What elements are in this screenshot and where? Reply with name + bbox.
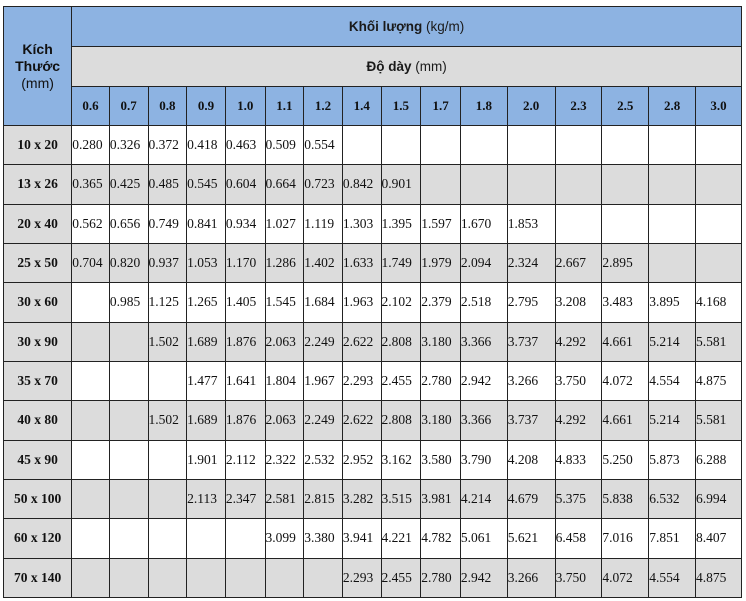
thickness-col-header: 0.8 <box>148 87 187 126</box>
value-cell: 1.979 <box>421 243 461 282</box>
value-cell: 3.580 <box>421 440 461 479</box>
value-cell <box>187 558 226 597</box>
value-cell: 1.119 <box>304 204 343 243</box>
size-cell: 45 x 90 <box>4 440 72 479</box>
value-cell <box>555 126 602 165</box>
value-cell <box>187 519 226 558</box>
value-cell <box>602 204 649 243</box>
table-row <box>4 283 742 322</box>
value-cell: 1.502 <box>148 322 187 361</box>
thickness-col-header: 1.5 <box>381 87 421 126</box>
table-row <box>4 126 742 165</box>
value-cell: 4.072 <box>602 361 649 400</box>
value-cell <box>696 126 742 165</box>
size-cell: 50 x 100 <box>4 479 72 518</box>
table-row <box>4 479 742 518</box>
value-cell: 0.418 <box>187 126 226 165</box>
value-cell: 0.820 <box>109 243 148 282</box>
value-cell <box>555 204 602 243</box>
value-cell: 2.113 <box>187 479 226 518</box>
value-cell: 3.895 <box>649 283 696 322</box>
value-cell: 0.485 <box>148 165 187 204</box>
thickness-col-header: 2.5 <box>602 87 649 126</box>
value-cell: 2.347 <box>225 479 265 518</box>
value-cell: 6.288 <box>696 440 742 479</box>
size-cell: 40 x 80 <box>4 401 72 440</box>
value-cell <box>342 126 381 165</box>
value-cell: 5.581 <box>696 401 742 440</box>
value-cell <box>109 322 148 361</box>
value-cell: 4.208 <box>507 440 555 479</box>
thickness-col-header: 2.0 <box>507 87 555 126</box>
value-cell: 4.072 <box>602 558 649 597</box>
value-cell: 0.554 <box>304 126 343 165</box>
value-cell: 4.833 <box>555 440 602 479</box>
size-cell: 25 x 50 <box>4 243 72 282</box>
value-cell <box>649 204 696 243</box>
thickness-col-header: 3.0 <box>696 87 742 126</box>
value-cell: 3.515 <box>381 479 421 518</box>
value-cell: 2.102 <box>381 283 421 322</box>
value-cell: 4.292 <box>555 401 602 440</box>
value-cell: 3.366 <box>460 322 507 361</box>
thickness-header-unit: (mm) <box>415 59 447 74</box>
value-cell: 0.937 <box>148 243 187 282</box>
value-cell: 4.782 <box>421 519 461 558</box>
size-header-line1: Kích <box>22 40 53 57</box>
thickness-header <box>72 47 742 87</box>
thickness-col-header: 1.1 <box>265 87 304 126</box>
size-cell: 35 x 70 <box>4 361 72 400</box>
value-cell <box>460 126 507 165</box>
value-cell: 1.670 <box>460 204 507 243</box>
value-cell: 2.455 <box>381 361 421 400</box>
value-cell <box>649 126 696 165</box>
size-cell: 13 x 26 <box>4 165 72 204</box>
value-cell: 2.094 <box>460 243 507 282</box>
value-cell: 2.455 <box>381 558 421 597</box>
value-cell: 5.214 <box>649 401 696 440</box>
value-cell <box>381 126 421 165</box>
value-cell <box>72 519 110 558</box>
thickness-col-header: 0.6 <box>72 87 110 126</box>
value-cell: 0.749 <box>148 204 187 243</box>
value-cell: 0.604 <box>225 165 265 204</box>
value-cell: 3.180 <box>421 322 461 361</box>
value-cell: 1.477 <box>187 361 226 400</box>
value-cell: 3.366 <box>460 401 507 440</box>
size-cell: 30 x 60 <box>4 283 72 322</box>
value-cell: 0.280 <box>72 126 110 165</box>
value-cell: 3.790 <box>460 440 507 479</box>
value-cell: 1.901 <box>187 440 226 479</box>
thickness-col-header: 1.8 <box>460 87 507 126</box>
value-cell: 1.641 <box>225 361 265 400</box>
table-row <box>4 243 742 282</box>
value-cell: 0.934 <box>225 204 265 243</box>
thickness-col-header: 1.4 <box>342 87 381 126</box>
value-cell: 4.221 <box>381 519 421 558</box>
thickness-col-header: 1.2 <box>304 87 343 126</box>
value-cell <box>109 440 148 479</box>
value-cell: 4.661 <box>602 401 649 440</box>
value-cell <box>304 558 343 597</box>
value-cell: 0.562 <box>72 204 110 243</box>
value-cell: 3.266 <box>507 361 555 400</box>
value-cell <box>148 479 187 518</box>
value-cell: 1.749 <box>381 243 421 282</box>
mass-header-unit: (kg/m) <box>426 19 465 34</box>
value-cell: 0.372 <box>148 126 187 165</box>
value-cell: 7.851 <box>649 519 696 558</box>
value-cell: 5.581 <box>696 322 742 361</box>
value-cell: 3.180 <box>421 401 461 440</box>
value-cell: 0.545 <box>187 165 226 204</box>
thickness-col-header: 2.8 <box>649 87 696 126</box>
value-cell <box>602 165 649 204</box>
value-cell <box>109 479 148 518</box>
value-cell: 2.780 <box>421 558 461 597</box>
value-cell: 2.249 <box>304 401 343 440</box>
value-cell: 2.895 <box>602 243 649 282</box>
value-cell: 2.808 <box>381 322 421 361</box>
value-cell: 0.842 <box>342 165 381 204</box>
value-cell: 1.876 <box>225 322 265 361</box>
value-cell <box>72 283 110 322</box>
value-cell <box>109 519 148 558</box>
thickness-col-header: 1.7 <box>421 87 461 126</box>
value-cell: 2.063 <box>265 322 304 361</box>
thickness-col-header: 2.3 <box>555 87 602 126</box>
value-cell: 6.532 <box>649 479 696 518</box>
value-cell <box>696 204 742 243</box>
value-cell: 3.380 <box>304 519 343 558</box>
value-cell: 3.750 <box>555 361 602 400</box>
value-cell <box>72 401 110 440</box>
value-cell: 1.689 <box>187 322 226 361</box>
value-cell <box>421 126 461 165</box>
value-cell: 1.545 <box>265 283 304 322</box>
value-cell: 1.963 <box>342 283 381 322</box>
value-cell <box>225 519 265 558</box>
value-cell: 3.981 <box>421 479 461 518</box>
value-cell <box>72 361 110 400</box>
table-row <box>4 361 742 400</box>
value-cell: 1.053 <box>187 243 226 282</box>
value-cell: 1.303 <box>342 204 381 243</box>
value-cell: 4.875 <box>696 558 742 597</box>
value-cell: 0.425 <box>109 165 148 204</box>
value-cell: 3.941 <box>342 519 381 558</box>
value-cell <box>421 165 461 204</box>
table-row <box>4 558 742 597</box>
value-cell <box>148 558 187 597</box>
value-cell: 1.967 <box>304 361 343 400</box>
value-cell: 1.170 <box>225 243 265 282</box>
size-cell: 60 x 120 <box>4 519 72 558</box>
value-cell: 5.375 <box>555 479 602 518</box>
value-cell <box>602 126 649 165</box>
value-cell: 2.293 <box>342 558 381 597</box>
size-cell: 20 x 40 <box>4 204 72 243</box>
value-cell: 1.027 <box>265 204 304 243</box>
value-cell: 2.622 <box>342 322 381 361</box>
size-cell: 70 x 140 <box>4 558 72 597</box>
value-cell <box>649 165 696 204</box>
value-cell: 1.853 <box>507 204 555 243</box>
value-cell <box>507 165 555 204</box>
value-cell: 6.994 <box>696 479 742 518</box>
value-cell: 2.808 <box>381 401 421 440</box>
value-cell: 2.942 <box>460 558 507 597</box>
value-cell: 1.395 <box>381 204 421 243</box>
size-header-line2: Thước <box>15 57 61 74</box>
value-cell <box>460 165 507 204</box>
value-cell: 2.293 <box>342 361 381 400</box>
value-cell: 1.633 <box>342 243 381 282</box>
thickness-col-header: 1.0 <box>225 87 265 126</box>
value-cell: 4.168 <box>696 283 742 322</box>
mass-header <box>72 7 742 47</box>
value-cell: 4.679 <box>507 479 555 518</box>
value-cell: 5.250 <box>602 440 649 479</box>
value-cell <box>148 440 187 479</box>
value-cell <box>109 361 148 400</box>
value-cell: 1.689 <box>187 401 226 440</box>
value-cell: 2.952 <box>342 440 381 479</box>
value-cell: 1.597 <box>421 204 461 243</box>
value-cell <box>72 322 110 361</box>
value-cell: 2.249 <box>304 322 343 361</box>
table-row <box>4 165 742 204</box>
value-cell: 0.509 <box>265 126 304 165</box>
value-cell: 0.985 <box>109 283 148 322</box>
value-cell: 1.804 <box>265 361 304 400</box>
value-cell <box>109 558 148 597</box>
table-row <box>4 519 742 558</box>
value-cell: 4.875 <box>696 361 742 400</box>
value-cell: 2.581 <box>265 479 304 518</box>
value-cell: 1.402 <box>304 243 343 282</box>
value-cell <box>265 558 304 597</box>
value-cell: 3.162 <box>381 440 421 479</box>
value-cell: 2.063 <box>265 401 304 440</box>
value-cell: 4.554 <box>649 361 696 400</box>
value-cell: 2.795 <box>507 283 555 322</box>
value-cell <box>72 479 110 518</box>
weight-table <box>3 6 742 598</box>
value-cell: 1.684 <box>304 283 343 322</box>
value-cell: 3.750 <box>555 558 602 597</box>
value-cell: 5.621 <box>507 519 555 558</box>
thickness-col-header: 0.9 <box>187 87 226 126</box>
value-cell: 2.518 <box>460 283 507 322</box>
value-cell: 7.016 <box>602 519 649 558</box>
value-cell: 2.622 <box>342 401 381 440</box>
value-cell: 2.322 <box>265 440 304 479</box>
value-cell: 0.901 <box>381 165 421 204</box>
value-cell: 2.112 <box>225 440 265 479</box>
value-cell <box>148 519 187 558</box>
value-cell <box>507 126 555 165</box>
value-cell: 3.266 <box>507 558 555 597</box>
value-cell: 0.463 <box>225 126 265 165</box>
table-row <box>4 440 742 479</box>
value-cell: 4.554 <box>649 558 696 597</box>
thickness-row <box>4 87 742 126</box>
value-cell <box>72 440 110 479</box>
value-cell: 2.324 <box>507 243 555 282</box>
table-body <box>4 126 742 598</box>
value-cell: 0.326 <box>109 126 148 165</box>
value-cell: 2.379 <box>421 283 461 322</box>
value-cell: 3.282 <box>342 479 381 518</box>
table-row <box>4 322 742 361</box>
value-cell: 2.815 <box>304 479 343 518</box>
value-cell: 3.483 <box>602 283 649 322</box>
value-cell: 5.838 <box>602 479 649 518</box>
value-cell <box>109 401 148 440</box>
value-cell: 5.873 <box>649 440 696 479</box>
value-cell: 0.704 <box>72 243 110 282</box>
table-row <box>4 401 742 440</box>
value-cell: 1.502 <box>148 401 187 440</box>
value-cell: 4.292 <box>555 322 602 361</box>
value-cell: 0.723 <box>304 165 343 204</box>
value-cell: 5.061 <box>460 519 507 558</box>
value-cell: 3.099 <box>265 519 304 558</box>
value-cell: 0.656 <box>109 204 148 243</box>
value-cell <box>72 558 110 597</box>
value-cell: 2.780 <box>421 361 461 400</box>
value-cell <box>696 243 742 282</box>
table-row <box>4 204 742 243</box>
value-cell: 0.664 <box>265 165 304 204</box>
value-cell: 2.942 <box>460 361 507 400</box>
value-cell: 6.458 <box>555 519 602 558</box>
value-cell: 3.208 <box>555 283 602 322</box>
value-cell: 1.286 <box>265 243 304 282</box>
size-column-header <box>4 7 72 126</box>
size-cell: 10 x 20 <box>4 126 72 165</box>
size-header-unit: (mm) <box>21 74 54 91</box>
value-cell: 1.125 <box>148 283 187 322</box>
value-cell: 3.737 <box>507 401 555 440</box>
value-cell: 8.407 <box>696 519 742 558</box>
value-cell: 1.876 <box>225 401 265 440</box>
value-cell: 0.841 <box>187 204 226 243</box>
value-cell: 2.532 <box>304 440 343 479</box>
thickness-header-label: Độ dày <box>366 59 412 74</box>
mass-header-label: Khối lượng <box>348 19 423 34</box>
value-cell <box>225 558 265 597</box>
value-cell: 2.667 <box>555 243 602 282</box>
value-cell <box>555 165 602 204</box>
value-cell: 4.661 <box>602 322 649 361</box>
value-cell <box>148 361 187 400</box>
value-cell: 0.365 <box>72 165 110 204</box>
value-cell <box>696 165 742 204</box>
thickness-col-header: 0.7 <box>109 87 148 126</box>
value-cell: 1.265 <box>187 283 226 322</box>
value-cell: 4.214 <box>460 479 507 518</box>
value-cell <box>649 243 696 282</box>
value-cell: 3.737 <box>507 322 555 361</box>
value-cell: 1.405 <box>225 283 265 322</box>
size-cell: 30 x 90 <box>4 322 72 361</box>
value-cell: 5.214 <box>649 322 696 361</box>
